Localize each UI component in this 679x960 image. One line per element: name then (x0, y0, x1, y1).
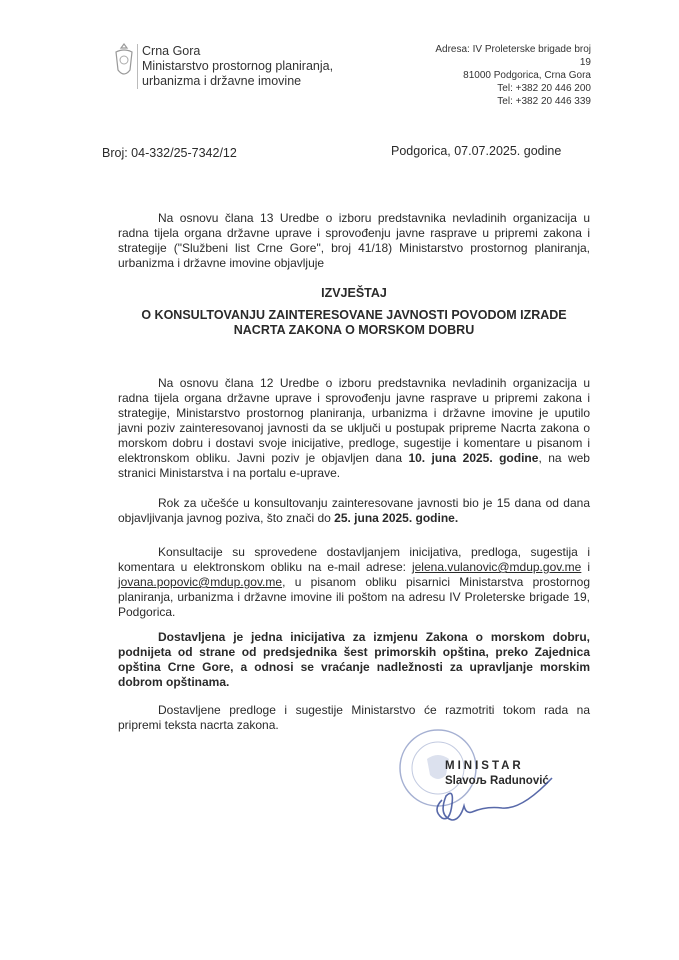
text: Dostavljena je jedna inicijativa za izmjenu Zakona o morskom dobru, podnijeta od strane od predsjednika šest primorskih opština, preko Zajednica opština Crne Gore, a odnosi se vraćanje nadležnosti za upravljanje morskim dobrom opštinama. (118, 630, 590, 689)
text: Na osnovu člana 12 Uredbe o izboru predstavnika nevladinih organizacija u radna tijela organa državne uprave i sprovođenju javne rasprave u pripremi zakona i strategije, Ministarstvo prostornog planiranja, urbanizma i državne imovine je uputilo javni poziv zainteresovanoj javnosti da se uključi u postupak pripreme Nacrta zakona o morskom dobru i dostavi svoje inicijative, predloge, sugestije i komentare u pisanom i elektronskom obliku. Javni poziv je objavljen dana (118, 376, 590, 465)
signatory-title: MINISTAR (445, 760, 524, 772)
text: Konsultacije su sprovedene dostavljanjem inicijativa, predloga, sugestija i komentara u elektronskom obliku na e-mail adrese: (118, 545, 590, 574)
document-title: IZVJEŠTAJ (321, 286, 387, 300)
ministry-line-2: urbanizma i državne imovine (142, 74, 302, 88)
paragraph-public-call (118, 376, 590, 481)
address-block (391, 43, 591, 108)
ministry-line-1: Ministarstvo prostornog planiranja, (142, 59, 334, 73)
coat-of-arms-logo (112, 42, 136, 82)
text: , na web stranici Ministarstva i na portalu e-uprave. (118, 451, 590, 480)
date-bold: 10. juna 2025. godine (408, 451, 539, 465)
text: Rok za učešće u konsultovanju zainteresovane javnosti bio je 15 dana od dana objavljivanja javnog poziva, što znači do (118, 496, 590, 525)
ministry-name (137, 44, 333, 89)
text: i (581, 560, 591, 574)
address-line: 19 (579, 57, 591, 68)
address-line: Adresa: IV Proleterske brigade broj (435, 44, 591, 55)
subtitle-line: NACRTA ZAKONA O MORSKOM DOBRU (233, 323, 475, 337)
intro-paragraph (118, 211, 590, 271)
address-line: 81000 Podgorica, Crna Gora (463, 70, 591, 81)
text: , u pisanom obliku pisarnici Ministarstva prostornog planiranja, urbanizma i državne imovine ili poštom na adresu IV Proleterske brigade 19, Podgorica. (118, 575, 590, 619)
reference-number: Broj: 04-332/25-7342/12 (102, 146, 237, 160)
country-name: Crna Gora (142, 44, 201, 58)
phone-line: Tel: +382 20 446 200 (497, 83, 591, 94)
text: Dostavljene predloge i sugestije Ministarstvo će razmotriti tokom rada na pripremi teksta nacrta zakona. (118, 703, 590, 732)
intro-text: Na osnovu člana 13 Uredbe o izboru predstavnika nevladinih organizacija u radna tijela organa državne uprave i sprovođenju javne rasprave u pripremi zakona i strategije ("Službeni list Crne Gore", broj 41/18) Ministarstvo prostornog planiranja, urbanizma i državne imovine objavljuje (118, 211, 590, 270)
paragraph-consultations (118, 545, 590, 620)
document-subtitle (118, 308, 590, 338)
paragraph-deadline (118, 496, 590, 526)
phone-line: Tel: +382 20 446 339 (497, 96, 591, 107)
signature (420, 770, 600, 835)
email-link[interactable]: jelena.vulanovic@mdup.gov.me (411, 560, 582, 574)
paragraph-closing (118, 703, 590, 733)
paragraph-initiative (118, 630, 590, 690)
date-bold: 25. juna 2025. godine. (334, 511, 459, 525)
signatory-name: Slavoљ Radunović (445, 775, 549, 787)
subtitle-line: O KONSULTOVANJU ZAINTERESOVANE JAVNOSTI POVODOM IZRADE (141, 308, 567, 322)
email-link[interactable]: jovana.popovic@mdup.gov.me (118, 575, 283, 589)
place-date: Podgorica, 07.07.2025. godine (391, 144, 562, 158)
